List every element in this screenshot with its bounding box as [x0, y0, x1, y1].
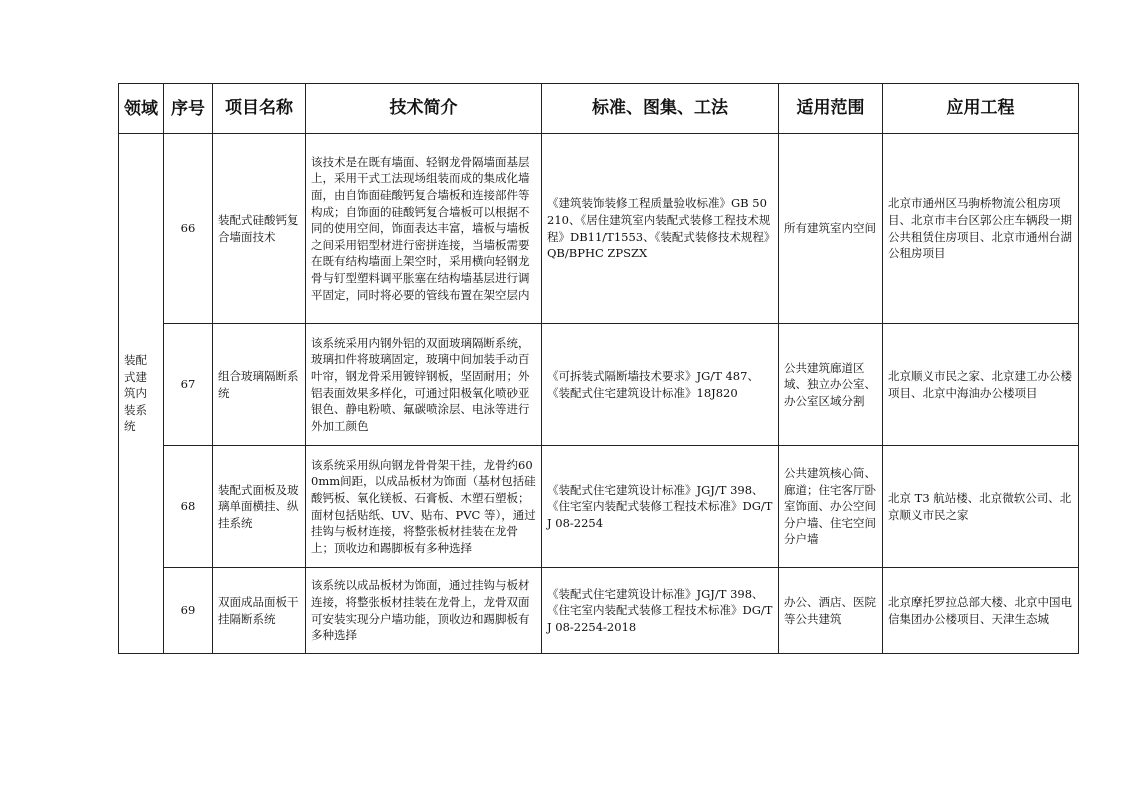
seq-cell: 69 [164, 568, 213, 654]
intro-cell: 该系统采用纵向钢龙骨骨架干挂，龙骨约600mm间距，以成品板材为饰面（基材包括硅酸钙板、氧化镁板、石膏板、木塑石塑板；面材包括贴纸、UV、贴布、PVC 等），通过挂钩与板材连接，将整张板材挂装在龙骨上；顶收边和踢脚板有多种选择 [306, 446, 542, 568]
standards-table [118, 83, 1079, 654]
header-domain: 领域 [119, 84, 164, 134]
header-projects: 应用工程 [883, 84, 1079, 134]
table-row [119, 568, 1079, 654]
header-row [119, 84, 1079, 134]
scope-cell: 所有建筑室内空间 [779, 134, 883, 324]
scope-cell: 公共建筑核心筒、廊道；住宅客厅卧室饰面、办公空间分户墙、住宅空间分户墙 [779, 446, 883, 568]
header-name: 项目名称 [213, 84, 306, 134]
name-cell: 双面成品面板干挂隔断系统 [213, 568, 306, 654]
header-scope: 适用范围 [779, 84, 883, 134]
projects-cell: 北京顺义市民之家、北京建工办公楼项目、北京中海油办公楼项目 [883, 324, 1079, 446]
header-intro: 技术简介 [306, 84, 542, 134]
domain-cell: 装配式建筑内装系统 [119, 134, 164, 654]
header-standards: 标准、图集、工法 [542, 84, 779, 134]
name-cell: 装配式硅酸钙复合墙面技术 [213, 134, 306, 324]
projects-cell: 北京摩托罗拉总部大楼、北京中国电信集团办公楼项目、天津生态城 [883, 568, 1079, 654]
seq-cell: 66 [164, 134, 213, 324]
table-row [119, 324, 1079, 446]
standards-cell: 《装配式住宅建筑设计标准》JGJ/T 398、《住宅室内装配式装修工程技术标准》DG/TJ 08-2254 [542, 446, 779, 568]
standards-cell: 《建筑装饰装修工程质量验收标准》GB 50210、《居住建筑室内装配式装修工程技术规程》DB11/T1553、《装配式装修技术规程》QB/BPHC ZPSZX [542, 134, 779, 324]
standards-cell: 《可拆装式隔断墙技术要求》JG/T 487、《装配式住宅建筑设计标准》18J820 [542, 324, 779, 446]
projects-cell: 北京市通州区马驹桥物流公租房项目、北京市丰台区郭公庄车辆段一期公共租赁住房项目、北京市通州台湖公租房项目 [883, 134, 1079, 324]
standards-cell: 《装配式住宅建筑设计标准》JGJ/T 398、《住宅室内装配式装修工程技术标准》DG/TJ 08-2254-2018 [542, 568, 779, 654]
intro-cell: 该系统采用内钢外铝的双面玻璃隔断系统，玻璃扣件将玻璃固定，玻璃中间加装手动百叶帘，钢龙骨采用镀锌钢板，坚固耐用；外铝表面效果多样化，可通过阳极氧化喷砂亚银色、静电粉喷、氟碳喷涂层、电泳等进行外加工颜色 [306, 324, 542, 446]
header-seq: 序号 [164, 84, 213, 134]
projects-cell: 北京 T3 航站楼、北京微软公司、北京顺义市民之家 [883, 446, 1079, 568]
name-cell: 组合玻璃隔断系统 [213, 324, 306, 446]
table-row [119, 446, 1079, 568]
scope-cell: 公共建筑廊道区域、独立办公室、办公室区域分割 [779, 324, 883, 446]
name-cell: 装配式面板及玻璃单面横挂、纵挂系统 [213, 446, 306, 568]
seq-cell: 68 [164, 446, 213, 568]
intro-cell: 该系统以成品板材为饰面，通过挂钩与板材连接，将整张板材挂装在龙骨上，龙骨双面可安装实现分户墙功能，顶收边和踢脚板有多种选择 [306, 568, 542, 654]
scope-cell: 办公、酒店、医院等公共建筑 [779, 568, 883, 654]
intro-cell: 该技术是在既有墙面、轻钢龙骨隔墙面基层上，采用干式工法现场组装而成的集成化墙面，由自饰面硅酸钙复合墙板和连接部件等构成；自饰面的硅酸钙复合墙板可以根据不同的使用空间，饰面表达丰富，墙板与墙板之间采用铝型材进行密拼连接，当墙板需要在既有结构墙面上架空时，采用横向轻钢龙骨与钉型塑料调平胀塞在结构墙基层进行调平固定，同时将必要的管线布置在架空层内 [306, 134, 542, 324]
seq-cell: 67 [164, 324, 213, 446]
table-row [119, 134, 1079, 324]
